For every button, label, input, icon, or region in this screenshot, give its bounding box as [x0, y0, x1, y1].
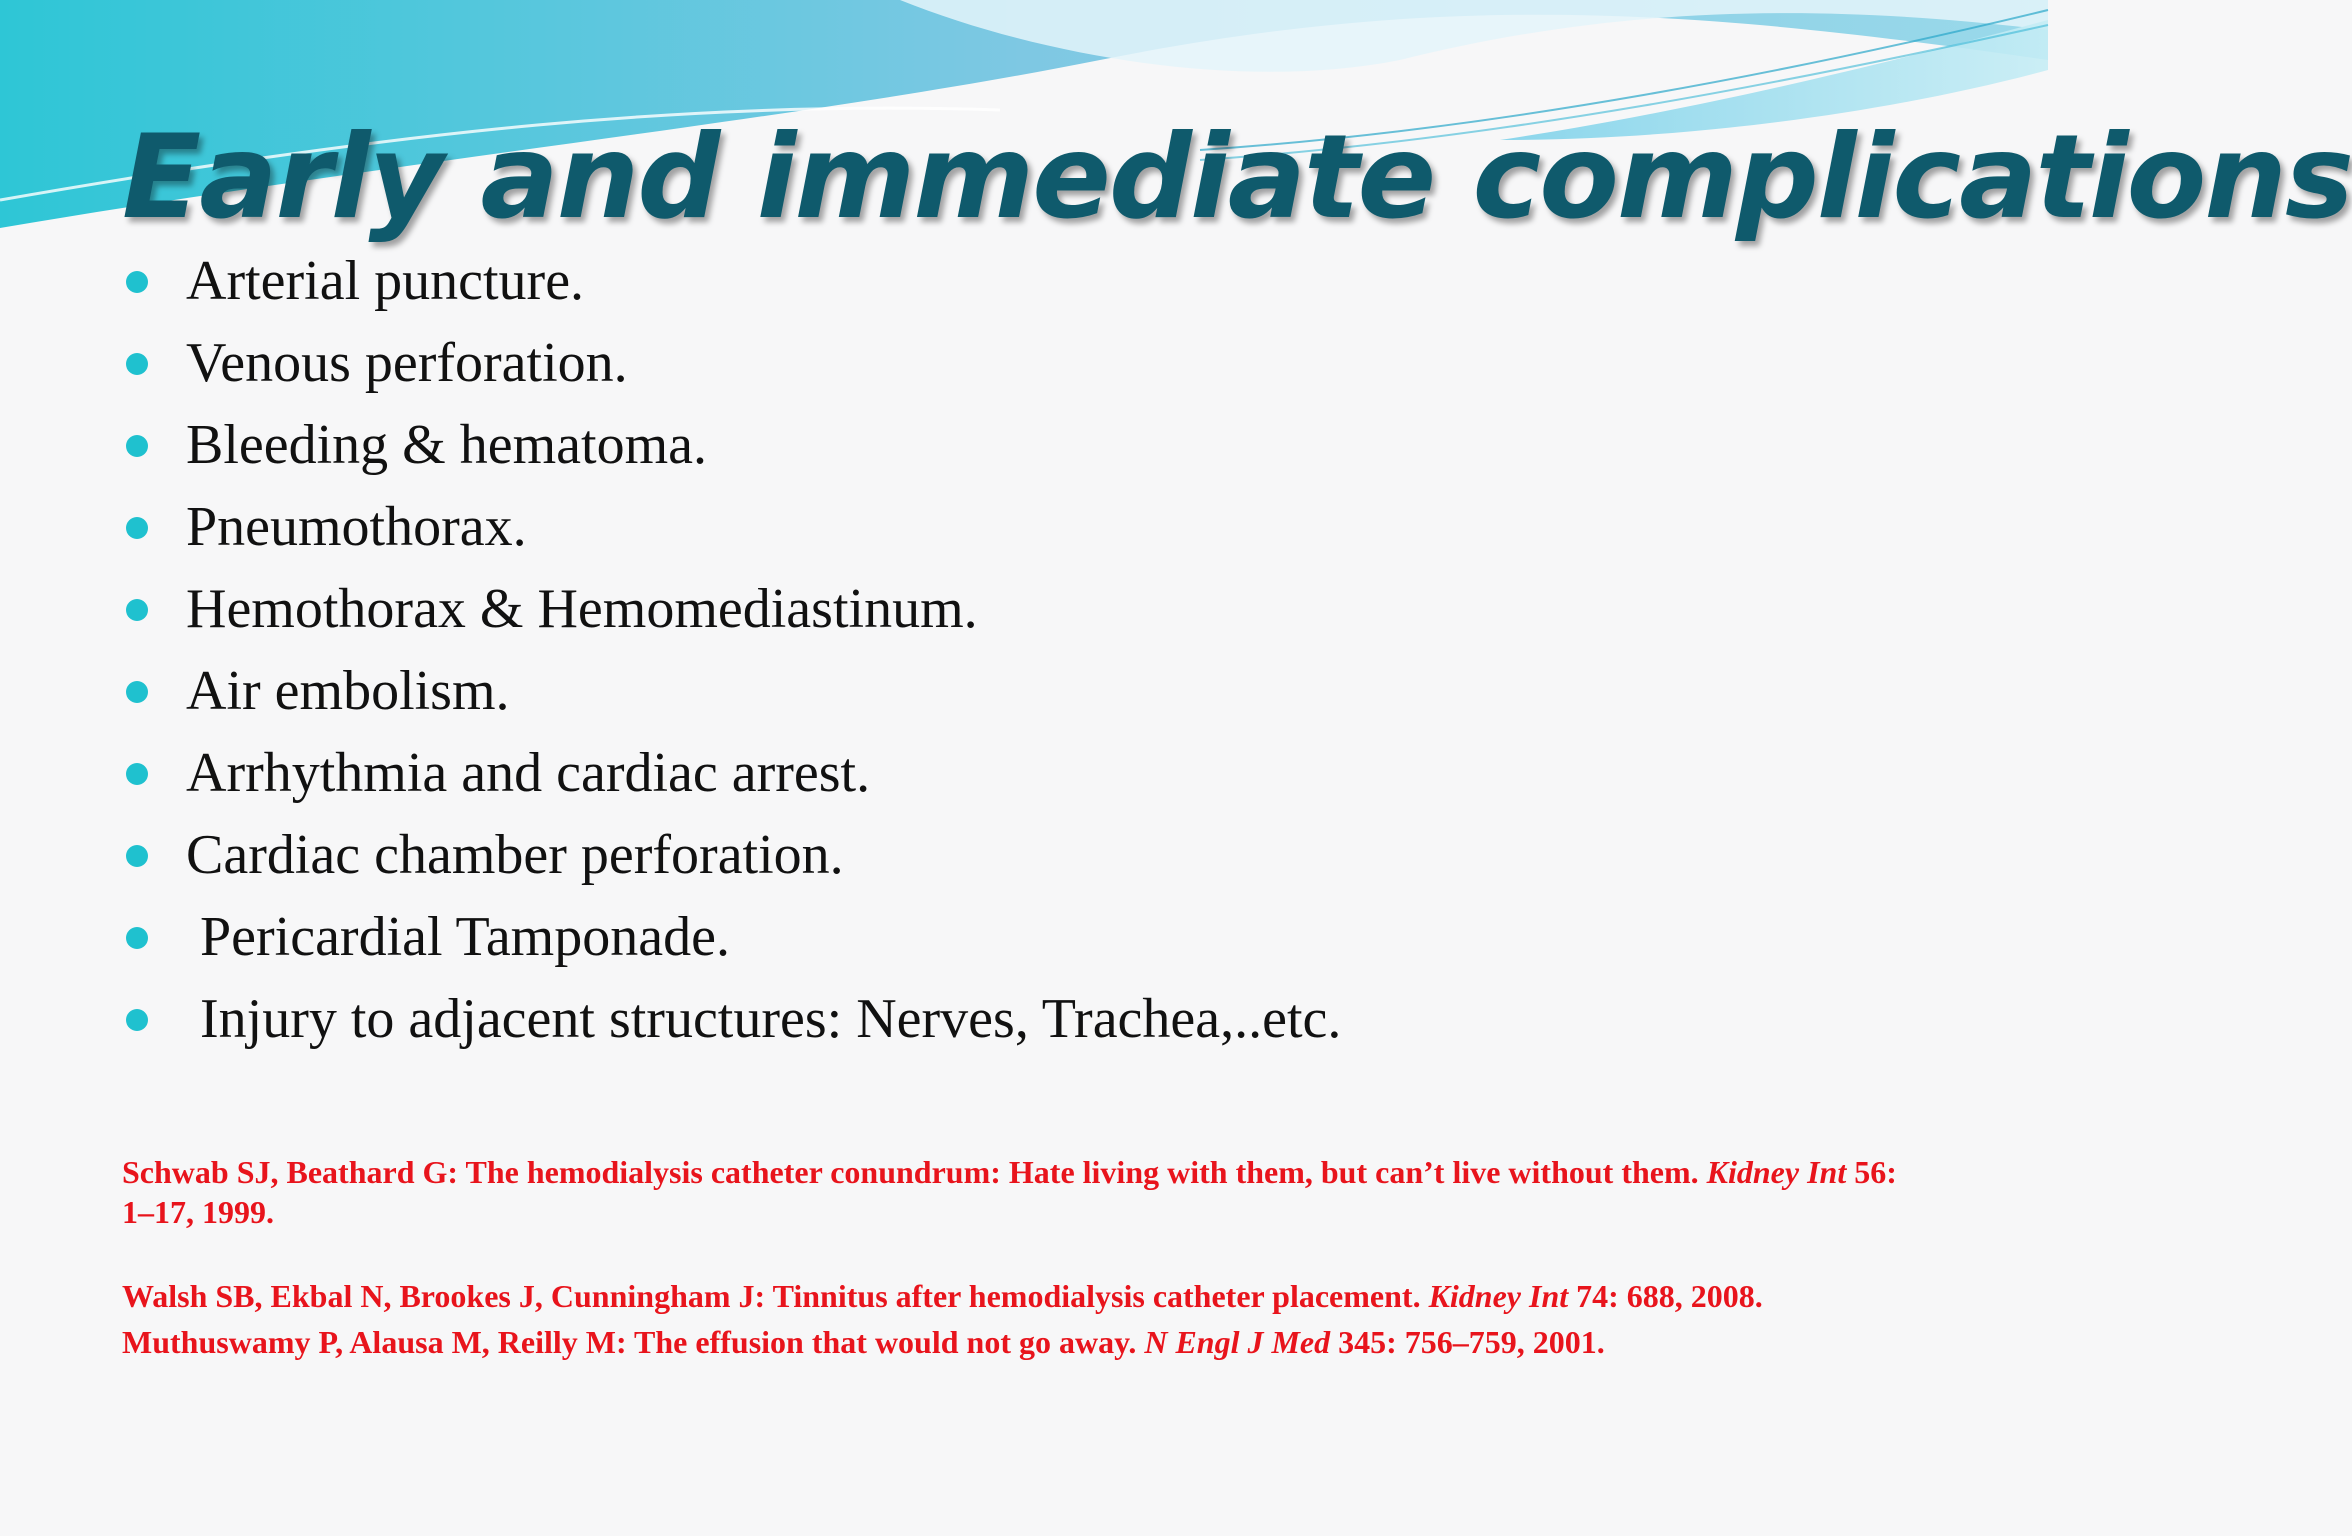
reference-journal: Kidney Int	[1428, 1278, 1569, 1314]
list-item	[126, 650, 1341, 732]
list-item	[126, 404, 1341, 486]
reference-journal: Kidney Int	[1706, 1154, 1847, 1190]
reference-citation	[122, 1322, 1922, 1362]
bullet-icon	[126, 927, 148, 949]
bullet-icon	[126, 353, 148, 375]
reference-text: Walsh SB, Ekbal N, Brookes J, Cunningham J: Tinnitus after hemodialysis catheter placement.	[122, 1278, 1429, 1314]
bullet-icon	[126, 1009, 148, 1031]
list-item	[126, 896, 1341, 978]
reference-text: Schwab SJ, Beathard G: The hemodialysis catheter conundrum: Hate living with them, but can’t live without them.	[122, 1154, 1707, 1190]
references-block	[122, 1152, 1922, 1362]
bullet-icon	[126, 435, 148, 457]
list-item	[126, 568, 1341, 650]
list-item-text: Air embolism.	[186, 660, 510, 722]
list-item-text: Injury to adjacent structures: Nerves, Trachea,..etc.	[200, 988, 1342, 1050]
list-item-text: Pneumothorax.	[186, 496, 527, 558]
list-item-text: Arterial puncture.	[186, 250, 585, 312]
list-item-text: Pericardial Tamponade.	[200, 906, 730, 968]
bullet-icon	[126, 845, 148, 867]
list-item	[126, 814, 1341, 896]
list-item	[126, 978, 1341, 1060]
list-item	[126, 732, 1341, 814]
reference-details: 56: 1–17, 1999.	[122, 1154, 1897, 1230]
list-item-text: Hemothorax & Hemomediastinum.	[186, 578, 978, 640]
list-item-text: Bleeding & hematoma.	[186, 414, 707, 476]
list-item	[126, 486, 1341, 568]
bullet-icon	[126, 763, 148, 785]
reference-details: 345: 756–759, 2001.	[1330, 1324, 1605, 1360]
bullet-icon	[126, 599, 148, 621]
reference-text: Muthuswamy P, Alausa M, Reilly M: The effusion that would not go away.	[122, 1324, 1145, 1360]
slide-title: Early and immediate complications	[122, 110, 2352, 245]
list-item-text: Cardiac chamber perforation.	[186, 824, 844, 886]
list-item	[126, 322, 1341, 404]
list-item-text: Arrhythmia and cardiac arrest.	[186, 742, 871, 804]
reference-journal: N Engl J Med	[1144, 1324, 1331, 1360]
reference-citation	[122, 1276, 1922, 1316]
list-item	[126, 240, 1341, 322]
complications-list	[126, 240, 1341, 1060]
reference-citation	[122, 1152, 1922, 1232]
list-item-text: Venous perforation.	[186, 332, 628, 394]
reference-details: 74: 688, 2008.	[1568, 1278, 1763, 1314]
bullet-icon	[126, 681, 148, 703]
bullet-icon	[126, 271, 148, 293]
bullet-icon	[126, 517, 148, 539]
